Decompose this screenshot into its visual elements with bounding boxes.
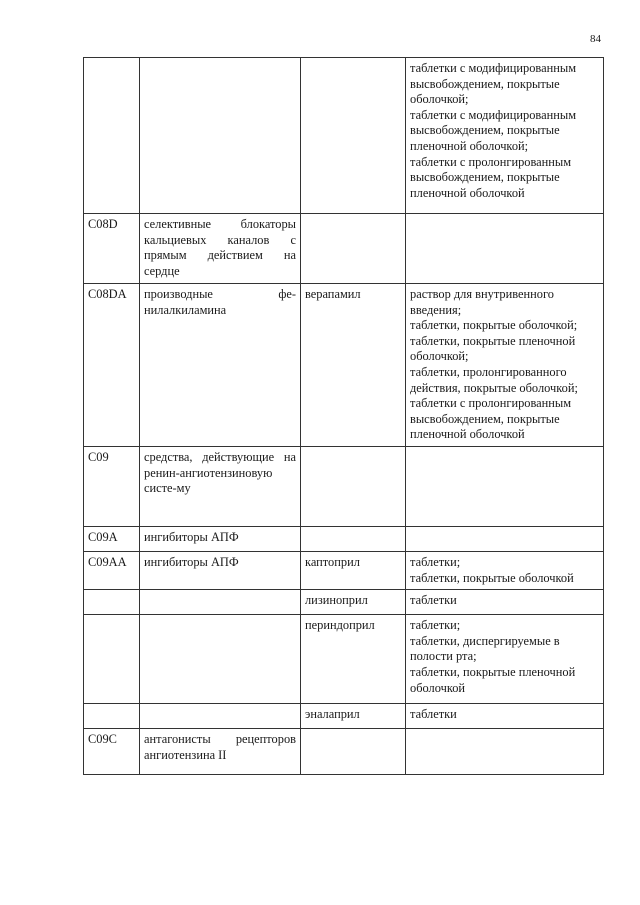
table-row [84,527,604,552]
table-row [84,552,604,590]
drug-name-cell: периндоприл [301,615,406,704]
group-cell [140,615,301,704]
atc-code-cell: C09 [84,447,140,527]
table-row [84,729,604,775]
page-number: 84 [590,33,601,45]
table-row [84,214,604,284]
group-cell: ингибиторы АПФ [140,527,301,552]
dosage-form-line: таблетки, диспергируемые в полости рта; [410,633,560,664]
group-cell: производные фе-нилалкиламина [140,284,301,447]
drug-name-cell [301,527,406,552]
dosage-form-line: таблетки с пролонгированным высвобождением, покрытые пленочной оболочкой [410,154,572,200]
dosage-form-cell [406,615,604,704]
drug-name-cell: каптоприл [301,552,406,590]
table-row [84,615,604,704]
drug-table [83,57,604,775]
dosage-form-line: таблетки с модифицированным высвобождением, покрытые пленочной оболочкой; [410,107,577,153]
table-row [84,704,604,729]
atc-code-cell [84,704,140,729]
dosage-form-cell [406,58,604,214]
dosage-form-line: раствор для внутривенного введения; [410,287,554,317]
atc-code-cell: C09C [84,729,140,775]
dosage-form-line: таблетки [410,707,457,722]
drug-name-cell [301,58,406,214]
drug-name-cell [301,729,406,775]
atc-code-cell [84,58,140,214]
table-row [84,590,604,615]
dosage-form-line: таблетки, покрытые оболочкой [410,570,574,585]
dosage-form-line: таблетки, пролонгированного действия, покрытые оболочкой; [410,364,578,395]
table-body [84,58,604,775]
table-row [84,284,604,447]
drug-name-cell: эналаприл [301,704,406,729]
dosage-form-line: таблетки, покрытые пленочной оболочкой; [410,333,576,364]
group-cell [140,590,301,615]
group-cell: селективные блокаторы кальциевых каналов с прямым действием на сердце [140,214,301,284]
atc-code-cell [84,615,140,704]
group-cell: ингибиторы АПФ [140,552,301,590]
dosage-form-line: таблетки с модифицированным высвобождением, покрытые оболочкой; [410,61,577,107]
atc-code-cell [84,590,140,615]
group-cell [140,704,301,729]
dosage-form-line: таблетки [410,593,457,608]
dosage-form-line: таблетки, покрытые оболочкой; [410,318,578,333]
atc-code-cell: C09A [84,527,140,552]
table-row [84,58,604,214]
dosage-form-cell [406,704,604,729]
atc-code-cell: C09AA [84,552,140,590]
dosage-form-cell [406,590,604,615]
group-cell: антагонисты рецепторов ангиотензина II [140,729,301,775]
dosage-form-line: таблетки; [410,618,461,633]
dosage-form-cell [406,214,604,284]
drug-name-cell: верапамил [301,284,406,447]
drug-name-cell [301,447,406,527]
dosage-form-line: таблетки с пролонгированным высвобождением, покрытые пленочной оболочкой [410,396,572,442]
dosage-form-cell [406,284,604,447]
dosage-form-cell [406,552,604,590]
dosage-form-cell [406,729,604,775]
atc-code-cell: C08DA [84,284,140,447]
drug-name-cell [301,214,406,284]
dosage-form-cell [406,447,604,527]
group-cell [140,58,301,214]
dosage-form-line: таблетки; [410,555,461,569]
atc-code-cell: C08D [84,214,140,284]
drug-name-cell: лизиноприл [301,590,406,615]
dosage-form-cell [406,527,604,552]
dosage-form-line: таблетки, покрытые пленочной оболочкой [410,664,576,695]
group-cell: средства, действующие на ренин-ангиотензиновую систе-му [140,447,301,527]
table-row [84,447,604,527]
